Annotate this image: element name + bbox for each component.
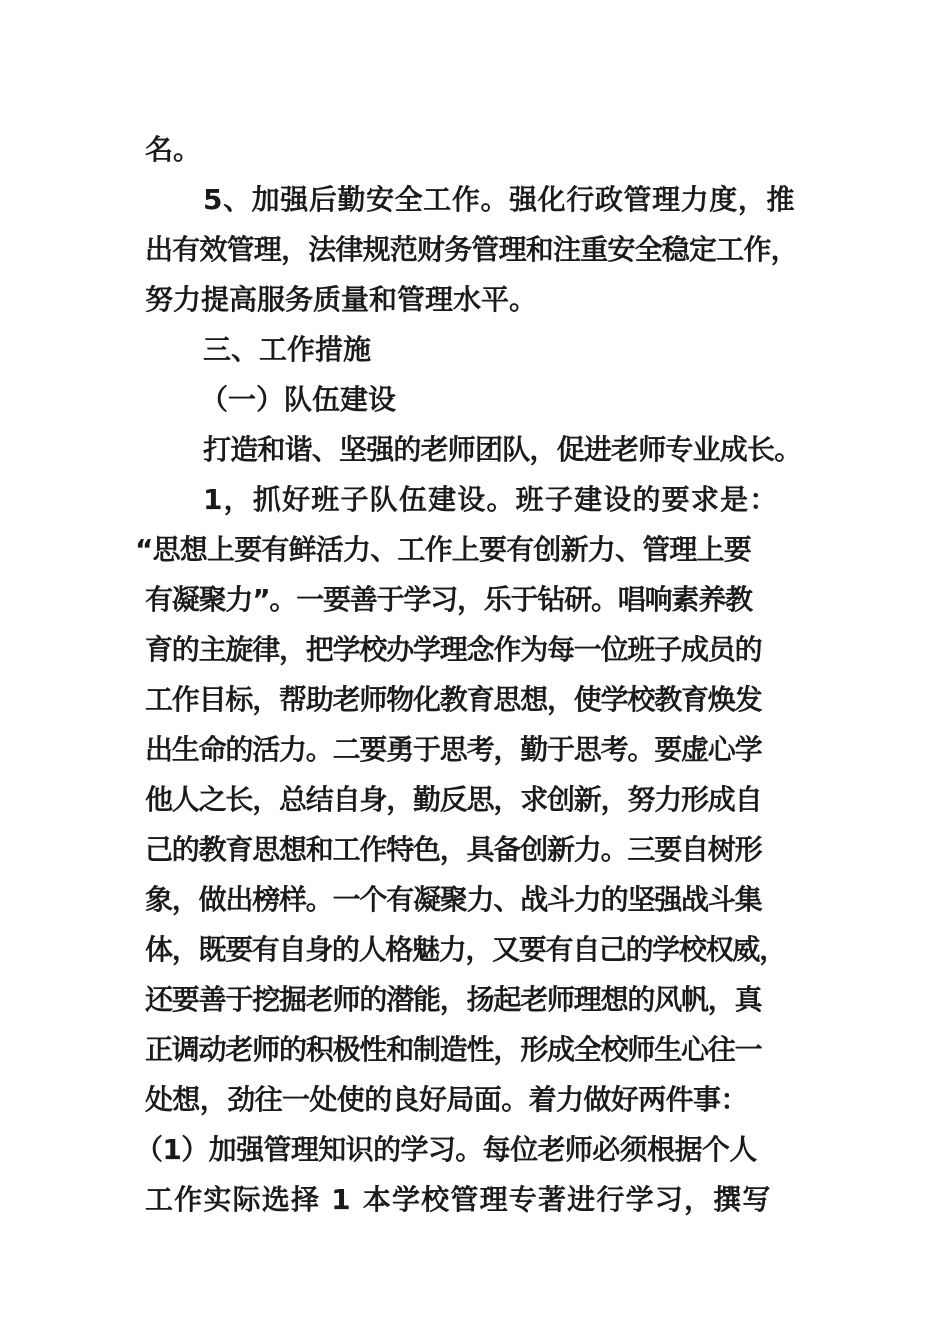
text-line: 出生命的活力。二要勇于思考，勤于思考。要虚心学	[145, 733, 762, 766]
text-line: 己的教育思想和工作特色，具备创新力。三要自树形	[145, 833, 762, 866]
text-line: 努力提高服务质量和管理水平。	[145, 283, 538, 316]
text-line: 体，既要有自身的人格魅力，又要有自己的学校权威，	[145, 933, 786, 966]
text-line: 还要善于挖掘老师的潜能，扬起老师理想的风帆，真	[145, 983, 762, 1016]
text-line: 工作实际选择 1 本学校管理专著进行学习，撰写	[145, 1183, 772, 1216]
text-line: “思想上要有鲜活力、工作上要有创新力、管理上要	[135, 533, 752, 566]
text-line: 正调动老师的积极性和制造性，形成全校师生心往一	[145, 1033, 762, 1066]
text-line: 打造和谐、坚强的老师团队，促进老师专业成长。	[203, 433, 802, 466]
text-line: 名。	[145, 133, 202, 166]
text-line: 1，抓好班子队伍建设。班子建设的要求是：	[203, 483, 779, 516]
text-line: 育的主旋律，把学校办学理念作为每一位班子成员的	[145, 633, 762, 666]
text-line: 工作目标，帮助老师物化教育思想，使学校教育焕发	[145, 683, 762, 716]
text-line: 有凝聚力”。一要善于学习，乐于钻研。唱响素养教	[145, 583, 752, 616]
text-line: （1）加强管理知识的学习。每位老师必须根据个人	[135, 1133, 757, 1166]
subsection-heading: （一）队伍建设	[200, 383, 397, 416]
section-heading: 三、工作措施	[203, 333, 372, 366]
text-line: 他人之长，总结自身，勤反思，求创新，努力形成自	[145, 783, 762, 816]
text-line: 5、加强后勤安全工作。强化行政管理力度，推	[203, 183, 796, 216]
text-line: 出有效管理，法律规范财务管理和注重安全稳定工作，	[145, 233, 798, 266]
text-line: 处想，劲往一处使的良好局面。着力做好两件事：	[145, 1083, 748, 1116]
text-line: 象，做出榜样。一个有凝聚力、战斗力的坚强战斗集	[145, 883, 762, 916]
